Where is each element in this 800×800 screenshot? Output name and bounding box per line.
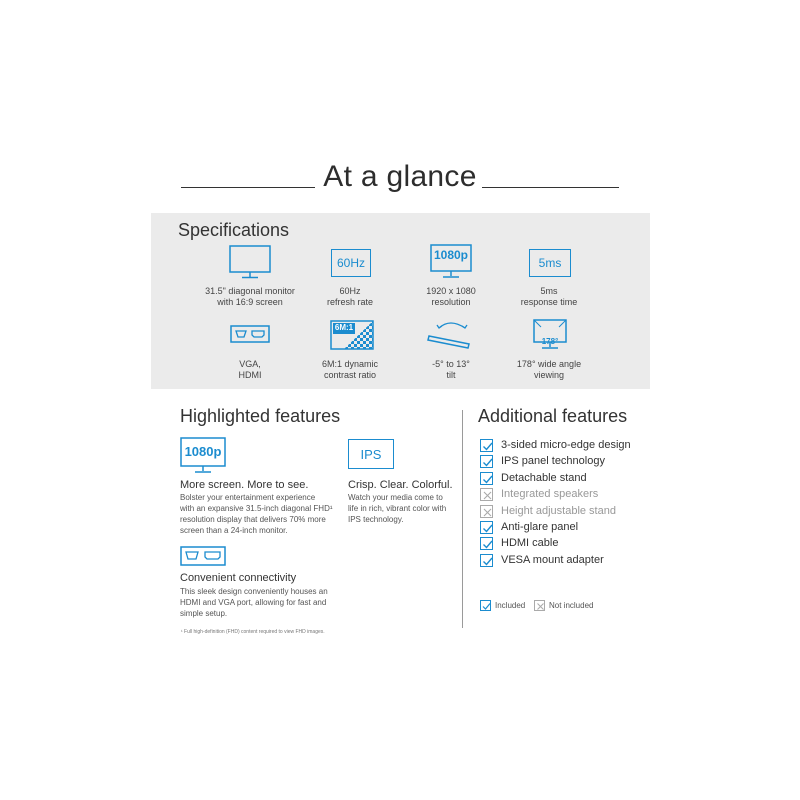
feature-row [480,536,680,552]
spec-text-ports: VGA, HDMI [238,359,262,380]
highlighted-features-title: Highlighted features [180,406,341,426]
feature-heading-connectivity: Convenient connectivity [180,572,297,584]
feature-body-connectivity: This sleek design conveniently houses an HDMI and VGA port, allowing for fast and simple setup. [180,587,328,618]
check-icon [480,554,493,567]
check-icon [480,600,491,611]
feature-heading-screen: More screen. More to see. [180,479,309,491]
ips-icon: IPS [348,439,394,469]
contrast-badge: 6M:1 [334,323,354,332]
check-icon [480,439,493,452]
check-icon [480,537,493,550]
ports-icon [180,546,226,566]
feature-row [480,487,680,503]
spec-text-monitor: 31.5" diagonal monitor with 16:9 screen [205,286,295,307]
monitor-icon [228,244,272,280]
column-divider [462,410,463,628]
cross-icon [534,600,545,611]
1080p-feature-badge: 1080p [184,444,222,459]
feature-row [480,520,680,536]
feature-row-label: Detachable stand [501,471,587,484]
spec-text-refresh: 60Hz refresh rate [326,286,374,307]
feature-row-label: 3-sided micro-edge design [501,439,631,451]
viewing-angle-icon [528,318,572,352]
spec-text-response: 5ms response time [520,286,578,307]
5ms-icon: 5ms [529,249,571,277]
feature-body-screen: Bolster your entertainment experience with an expansive 31.5-inch diagonal FHD¹ resolution display that delivers 70% more screen than a 24-inch monitor. [180,493,333,535]
feature-heading-ips: Crisp. Clear. Colorful. [348,479,453,491]
tilt-icon [427,318,473,352]
feature-row-label: Integrated speakers [501,488,599,501]
spec-text-resolution: 1920 x 1080 resolution [426,286,476,307]
viewing-angle-badge: 178° [541,337,559,346]
legend-included-label: Included [495,601,526,610]
spec-text-tilt: -5° to 13° tilt [432,359,470,380]
feature-row [480,553,680,569]
feature-row-label: IPS panel technology [501,455,605,468]
cross-icon [480,505,493,518]
ports-icon [230,325,270,343]
1080p-badge: 1080p [433,248,469,262]
cross-icon [480,488,493,501]
specifications-title: Specifications [178,220,290,240]
feature-row-label: VESA mount adapter [501,553,604,566]
legend-not-included-label: Not included [549,601,594,610]
feature-row [480,438,680,454]
feature-row [480,471,680,487]
title-rule-right [482,187,619,188]
spec-text-contrast: 6M:1 dynamic contrast ratio [321,359,379,380]
footnote: ¹ Full high-definition (FHD) content required to view FHD images. [181,629,325,635]
check-icon [480,472,493,485]
feature-row-label: HDMI cable [501,537,559,550]
feature-row-label: Height adjustable stand [501,504,616,517]
check-icon [480,521,493,534]
feature-row-label: Anti-glare panel [501,521,579,533]
check-icon [480,455,493,468]
additional-features-title: Additional features [478,406,628,426]
feature-body-ips: Watch your media come to life in rich, vibrant color with IPS technology. [348,493,447,524]
60hz-icon: 60Hz [331,249,371,277]
spec-text-viewing: 178° wide angle viewing [516,359,582,380]
feature-row [480,454,680,470]
feature-row [480,504,680,520]
page-title: At a glance [323,160,477,193]
